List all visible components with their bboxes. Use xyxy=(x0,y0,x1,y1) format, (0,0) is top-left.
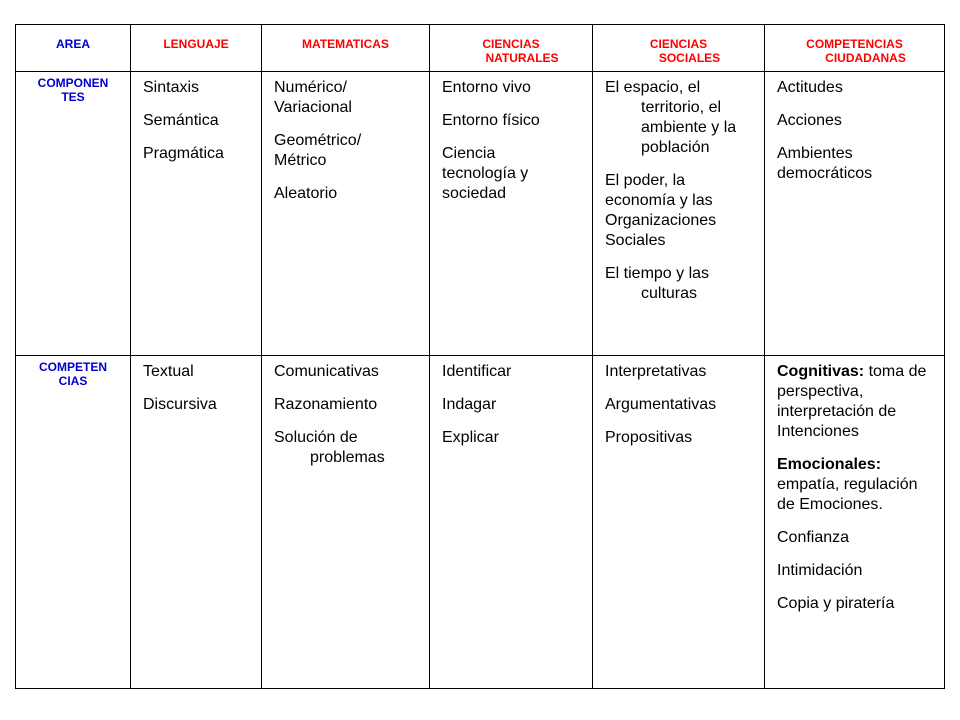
emocionales-text: empatía, regulación de Emociones. xyxy=(777,476,918,513)
competencias-lenguaje-cell xyxy=(131,356,262,689)
list-item: Geométrico/ Métrico xyxy=(274,132,362,169)
competencias-label xyxy=(16,356,130,388)
list-item: Numérico/ Variacional xyxy=(274,79,352,116)
list-item: El tiempo y las culturas xyxy=(605,265,710,302)
list-item-emocionales xyxy=(777,455,938,515)
list-item: El poder, la economía y las Organizaciones Sociales xyxy=(605,172,717,249)
list-item: El espacio, el territorio, el ambiente y la población xyxy=(605,79,737,156)
list-item: Textual xyxy=(143,363,194,380)
list-item: Ambientes democráticos xyxy=(777,145,873,182)
competencias-competencias-ciudadanas-cell xyxy=(765,356,945,689)
componentes-label-line2: TES xyxy=(61,90,85,104)
componentes-ciencias-sociales-cell xyxy=(593,72,765,356)
header-area-label: AREA xyxy=(55,37,90,51)
list-item: Propositivas xyxy=(605,429,693,446)
header-area xyxy=(16,25,131,72)
list-item: Aleatorio xyxy=(274,185,338,202)
list-item: Indagar xyxy=(442,396,497,413)
header-ciencias-sociales-label xyxy=(593,25,764,65)
areas-table xyxy=(15,24,945,689)
list-item: Pragmática xyxy=(143,145,224,162)
componentes-competencias-ciudadanas-cell xyxy=(765,72,945,356)
list-item: Identificar xyxy=(442,363,512,380)
list-item: Actitudes xyxy=(777,79,843,96)
cognitivas-text: toma de perspectiva, interpretación de Intenciones xyxy=(777,363,927,440)
header-ciencias-naturales-line1: CIENCIAS xyxy=(482,37,540,51)
list-item: Entorno vivo xyxy=(442,79,531,96)
competencias-ciencias-naturales-cell xyxy=(430,356,593,689)
header-ciencias-sociales-line1: CIENCIAS xyxy=(649,37,708,51)
header-matematicas xyxy=(262,25,430,72)
componentes-label xyxy=(16,72,130,104)
list-item: Explicar xyxy=(442,429,499,446)
list-item: Discursiva xyxy=(143,396,217,413)
header-ciencias-sociales xyxy=(593,25,765,72)
list-item: Comunicativas xyxy=(274,363,379,380)
header-lenguaje-label: LENGUAJE xyxy=(163,37,229,51)
list-item: Ciencia tecnología y sociedad xyxy=(442,145,529,202)
componentes-label-line1: COMPONEN xyxy=(37,76,109,90)
header-ciencias-naturales-label xyxy=(430,25,592,65)
competencias-label-line2: CIAS xyxy=(58,374,88,388)
componentes-ciencias-naturales-cell xyxy=(430,72,593,356)
list-item: Razonamiento xyxy=(274,396,378,413)
header-competencias-ciudadanas xyxy=(765,25,945,72)
header-lenguaje xyxy=(131,25,262,72)
list-item-cognitivas xyxy=(777,362,938,442)
cognitivas-title: Cognitivas: xyxy=(777,363,865,380)
list-item: Interpretativas xyxy=(605,363,707,380)
list-item: Solución de problemas xyxy=(274,429,385,466)
competencias-ciencias-sociales-cell xyxy=(593,356,765,689)
list-item: Confianza xyxy=(777,529,850,546)
componentes-row xyxy=(16,72,945,356)
list-item: Copia y piratería xyxy=(777,595,895,612)
list-item: Argumentativas xyxy=(605,396,717,413)
componentes-lenguaje-cell xyxy=(131,72,262,356)
list-item: Semántica xyxy=(143,112,219,129)
header-competencias-ciudadanas-line2: CIUDADANAS xyxy=(825,51,906,65)
header-ciencias-sociales-line2: SOCIALES xyxy=(658,51,721,65)
list-item: Intimidación xyxy=(777,562,863,579)
header-competencias-ciudadanas-label xyxy=(765,25,944,65)
emocionales-title: Emocionales: xyxy=(777,456,882,473)
list-item: Sintaxis xyxy=(143,79,200,96)
componentes-label-cell xyxy=(16,72,131,356)
header-ciencias-naturales-line2: NATURALES xyxy=(485,51,559,65)
componentes-matematicas-cell xyxy=(262,72,430,356)
list-item: Acciones xyxy=(777,112,842,129)
competencias-row xyxy=(16,356,945,689)
header-competencias-ciudadanas-line1: COMPETENCIAS xyxy=(806,37,903,51)
header-ciencias-naturales xyxy=(430,25,593,72)
competencias-label-line1: COMPETEN xyxy=(38,360,107,374)
competencias-matematicas-cell xyxy=(262,356,430,689)
header-row xyxy=(16,25,945,72)
competencias-label-cell xyxy=(16,356,131,689)
list-item: Entorno físico xyxy=(442,112,540,129)
header-matematicas-label: MATEMATICAS xyxy=(302,37,389,51)
